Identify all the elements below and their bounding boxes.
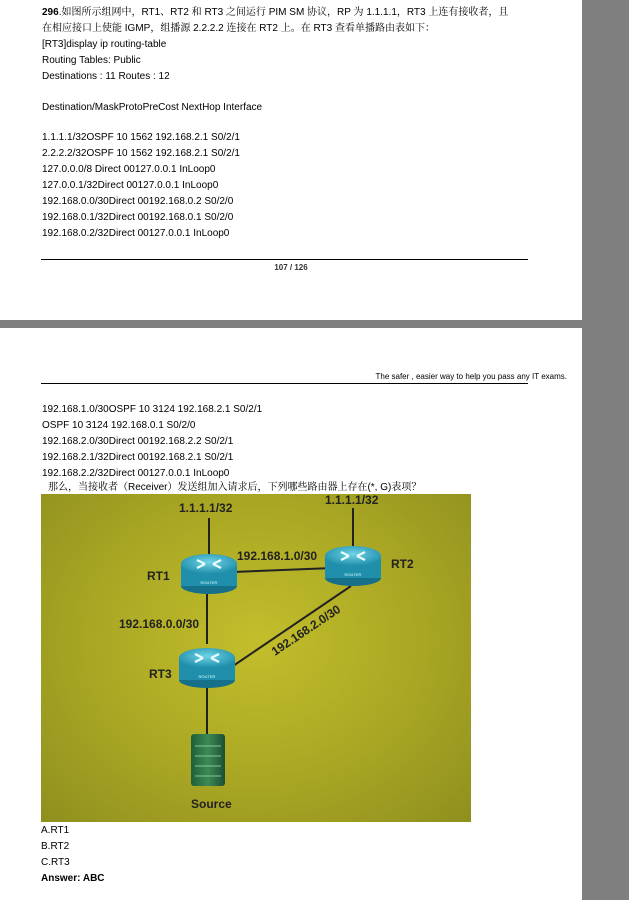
page-header-note: The safer , easier way to help you pass any IT exams. <box>375 372 567 381</box>
topology-svg <box>41 494 471 822</box>
rt1-label: RT1 <box>147 569 170 583</box>
option-b: B.RT2 <box>41 841 70 852</box>
route-row: OSPF 10 3124 192.168.0.1 S0/2/0 <box>42 420 196 431</box>
link-rt2-rt3-label: 192.168.2.0/30 <box>268 602 344 659</box>
route-row: 1.1.1.1/32OSPF 10 1562 192.168.2.1 S0/2/1 <box>42 132 240 143</box>
footer-rule <box>41 259 528 260</box>
router-caption: ROUTER <box>344 572 362 577</box>
question-intro-line1 <box>42 6 508 19</box>
route-row: 192.168.1.0/30OSPF 10 3124 192.168.2.1 S0/2/1 <box>42 404 263 415</box>
router-caption: ROUTER <box>200 580 218 585</box>
rt2-router-icon <box>325 546 381 586</box>
link-rt2-rt3 <box>233 586 351 666</box>
route-row: 192.168.0.2/32Direct 00127.0.0.1 InLoop0 <box>42 228 230 239</box>
route-row: 127.0.0.1/32Direct 00127.0.0.1 InLoop0 <box>42 180 219 191</box>
page-1 <box>0 0 582 320</box>
route-row: 192.168.2.0/30Direct 00192.168.2.2 S0/2/1 <box>42 436 234 447</box>
link-rt1-rt3-label: 192.168.0.0/30 <box>119 617 200 631</box>
option-a: A.RT1 <box>41 825 70 836</box>
answer-value: ABC <box>80 873 105 884</box>
option-c: C.RT3 <box>41 857 70 868</box>
page-number: 107 / 126 <box>274 263 308 272</box>
rt3-router-icon <box>179 648 235 688</box>
route-row: 192.168.2.1/32Direct 00192.168.2.1 S0/2/1 <box>42 452 234 463</box>
rt1-router-icon <box>181 554 237 594</box>
source-label: Source <box>191 797 232 811</box>
routing-tables-line: Routing Tables: Public <box>42 55 141 66</box>
network-diagram <box>41 494 471 822</box>
command-line: [RT3]display ip routing-table <box>42 39 167 50</box>
rt2-loopback-label: 1.1.1.1/32 <box>325 494 379 507</box>
router-caption: ROUTER <box>198 674 216 679</box>
link-rt1-rt2 <box>233 568 333 572</box>
link-rt1-rt2-label: 192.168.1.0/30 <box>237 549 318 563</box>
question-prompt: 那么，当接收者（Receiver）发送组加入请求后，下列哪些路由器上存在(*, G)表项？ <box>48 482 422 493</box>
route-row: 2.2.2.2/32OSPF 10 1562 192.168.2.1 S0/2/1 <box>42 148 240 159</box>
intro-text-1: .如图所示组网中，RT1、RT2 和 RT3 之间运行 PIM SM 协议，RP 为 1.1.1.1，RT3 上连有接收者，且 <box>58 7 509 18</box>
source-server-icon <box>191 734 225 786</box>
destinations-line: Destinations : 11 Routes : 12 <box>42 71 170 82</box>
rt1-loopback-label: 1.1.1.1/32 <box>179 501 233 515</box>
route-row: 192.168.0.1/32Direct 00192.168.0.1 S0/2/0 <box>42 212 234 223</box>
route-row: 192.168.0.0/30Direct 00192.168.0.2 S0/2/0 <box>42 196 234 207</box>
answer-line <box>41 872 105 885</box>
route-row: 192.168.2.2/32Direct 00127.0.0.1 InLoop0 <box>42 468 230 479</box>
route-row: 127.0.0.0/8 Direct 00127.0.0.1 InLoop0 <box>42 164 216 175</box>
table-header: Destination/MaskProtoPreCost NextHop Interface <box>42 102 263 113</box>
answer-label: Answer: <box>41 873 81 884</box>
header-rule <box>41 383 528 384</box>
rt3-label: RT3 <box>149 667 172 681</box>
question-intro-line2: 在相应接口上使能 IGMP，组播源 2.2.2.2 连接在 RT2 上。在 RT3 查看单播路由表如下： <box>42 23 436 34</box>
rt2-label: RT2 <box>391 557 414 571</box>
question-number: 296 <box>42 7 59 18</box>
